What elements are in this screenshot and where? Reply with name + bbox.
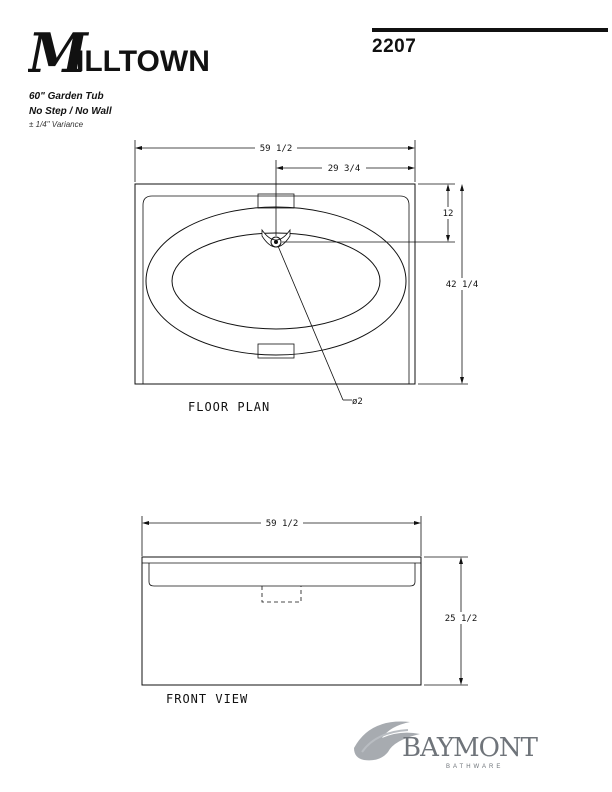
floor-plan: [135, 140, 484, 414]
drain-inner: [274, 240, 278, 244]
front-view-label: FRONT VIEW: [166, 692, 249, 706]
dim-floor-width: 59 1/2: [259, 144, 293, 154]
logo-initial: M: [28, 26, 88, 78]
product-subtitle: No Step / No Wall: [29, 106, 112, 117]
model-number: 2207: [372, 36, 417, 57]
dim-drain-from-back: 12: [442, 209, 454, 219]
dim-drain-offset: 29 3/4: [327, 164, 361, 174]
dim-drain-diameter: ø2: [352, 397, 363, 407]
tub-outline: [135, 184, 415, 384]
baymont-subtitle: BATHWARE: [446, 764, 504, 770]
front-drain-hidden: [262, 586, 301, 602]
variance-note: ± 1/4" Variance: [29, 120, 84, 129]
product-title: 60" Garden Tub: [29, 91, 104, 102]
logo-rest: ILLTOWN: [76, 45, 210, 78]
front-tub-lip: [149, 563, 415, 586]
baymont-logo: [350, 712, 560, 774]
front-tub-body: [142, 557, 421, 685]
dim-front-width: 59 1/2: [265, 519, 299, 529]
baymont-wordmark: BAYMONT: [402, 733, 538, 763]
dim-front-height: 25 1/2: [444, 614, 478, 624]
faucet-box: [258, 344, 294, 358]
floor-plan-label: FLOOR PLAN: [188, 400, 271, 414]
dim-floor-depth: 42 1/4: [445, 280, 479, 290]
front-view: [142, 516, 484, 706]
